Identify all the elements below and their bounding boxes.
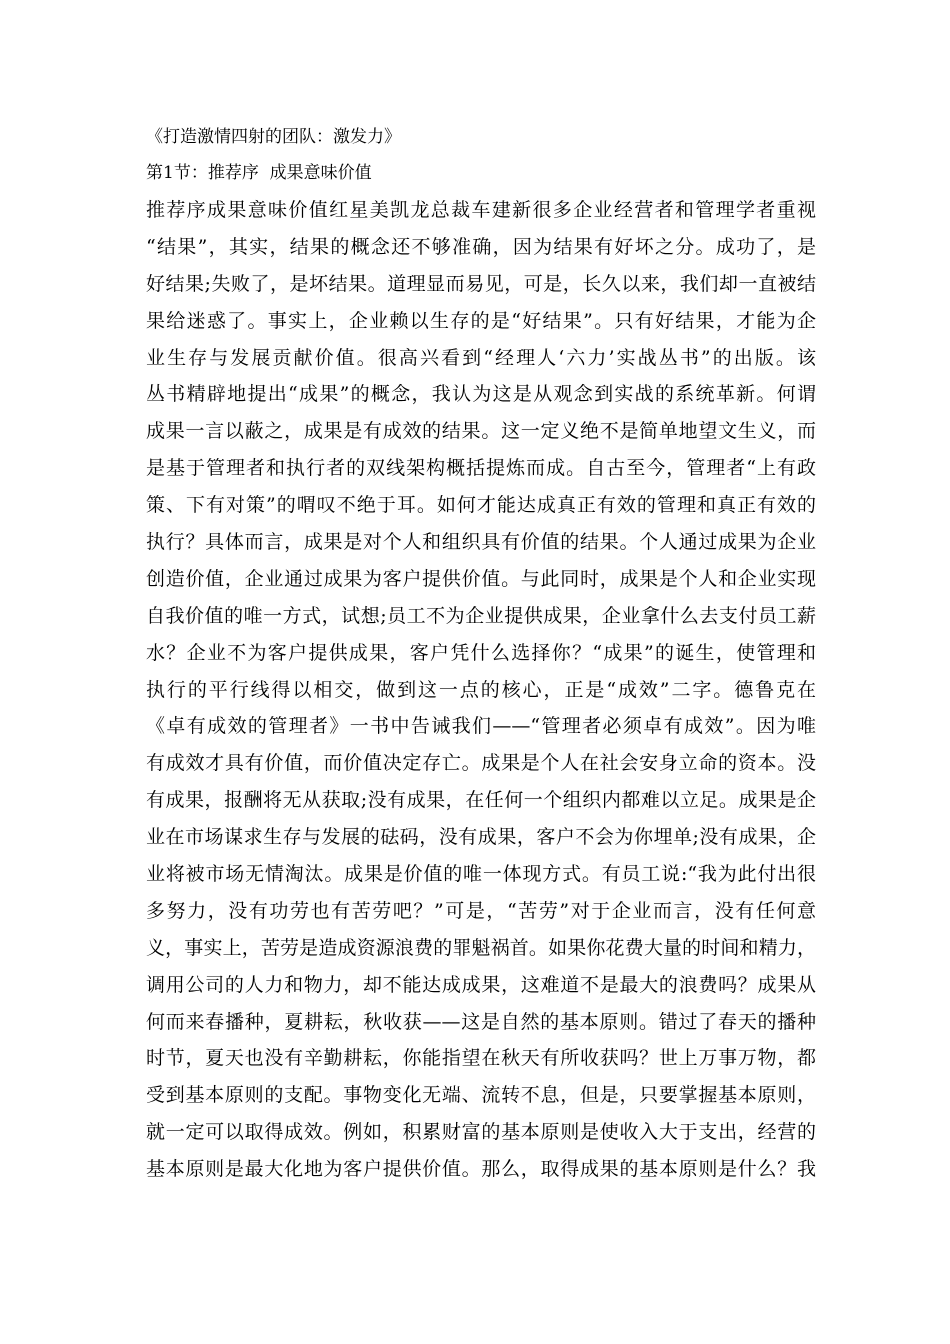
body-line: 受到基本原则的支配。事物变化无端、流转不息，但是，只要掌握基本原则，	[146, 1084, 816, 1107]
body-line: 业生存与发展贡献价值。很高兴看到“经理人‘六力’实战丛书”的出版。该	[146, 346, 816, 369]
body-text	[146, 192, 816, 1188]
body-line: 丛书精辟地提出“成果”的概念，我认为这是从观念到实战的系统革新。何谓	[146, 383, 816, 406]
body-line: 何而来春播种，夏耕耘，秋收获——这是自然的基本原则。错过了春天的播种	[146, 1010, 816, 1033]
body-line: 创造价值，企业通过成果为客户提供价值。与此同时，成果是个人和企业实现	[146, 567, 816, 590]
section-title: 第1节：推荐序 成果意味价值	[146, 163, 372, 183]
body-line: “结果”，其实，结果的概念还不够准确，因为结果有好坏之分。成功了，是	[146, 235, 816, 258]
body-line: 有成果，报酬将无从获取;没有成果，在任何一个组织内都难以立足。成果是企	[146, 789, 816, 812]
body-line: 业在市场谋求生存与发展的砝码，没有成果，客户不会为你埋单;没有成果，企	[146, 826, 816, 849]
body-line: 时节，夏天也没有辛勤耕耘，你能指望在秋天有所收获吗？世上万事万物，都	[146, 1047, 816, 1070]
body-line: 自我价值的唯一方式，试想;员工不为企业提供成果，企业拿什么去支付员工薪	[146, 604, 816, 627]
body-line: 就一定可以取得成效。例如，积累财富的基本原则是使收入大于支出，经营的	[146, 1121, 816, 1144]
body-line: 调用公司的人力和物力，却不能达成成果，这难道不是最大的浪费吗？成果从	[146, 973, 816, 996]
body-line: 业将被市场无情淘汰。成果是价值的唯一体现方式。有员工说:“我为此付出很	[146, 863, 816, 886]
body-line: 《卓有成效的管理者》一书中告诫我们——“管理者必须卓有成效”。因为唯	[146, 715, 816, 738]
body-line: 果给迷惑了。事实上，企业赖以生存的是“好结果”。只有好结果，才能为企	[146, 309, 816, 332]
body-line: 策、下有对策”的喟叹不绝于耳。如何才能达成真正有效的管理和真正有效的	[146, 494, 816, 517]
body-line: 执行？具体而言，成果是对个人和组织具有价值的结果。个人通过成果为企业	[146, 531, 816, 554]
body-line: 水？企业不为客户提供成果，客户凭什么选择你？“成果”的诞生，使管理和	[146, 641, 816, 664]
body-line: 好结果;失败了，是坏结果。道理显而易见，可是，长久以来，我们却一直被结	[146, 272, 816, 295]
body-line: 基本原则是最大化地为客户提供价值。那么，取得成果的基本原则是什么？我	[146, 1158, 816, 1181]
body-line: 义，事实上，苦劳是造成资源浪费的罪魁祸首。如果你花费大量的时间和精力，	[146, 936, 816, 959]
body-line: 推荐序成果意味价值红星美凯龙总裁车建新很多企业经营者和管理学者重视	[146, 199, 816, 221]
body-line: 多努力，没有功劳也有苦劳吧？”可是，“苦劳”对于企业而言，没有任何意	[146, 899, 816, 922]
body-line: 有成效才具有价值，而价值决定存亡。成果是个人在社会安身立命的资本。没	[146, 752, 816, 775]
body-line: 是基于管理者和执行者的双线架构概括提炼而成。自古至今，管理者“上有政	[146, 457, 816, 480]
book-title: 《打造激情四射的团队：激发力》	[146, 127, 401, 147]
body-line: 成果一言以蔽之，成果是有成效的结果。这一定义绝不是简单地望文生义，而	[146, 420, 816, 443]
body-line: 执行的平行线得以相交，做到这一点的核心，正是“成效”二字。德鲁克在	[146, 678, 816, 701]
